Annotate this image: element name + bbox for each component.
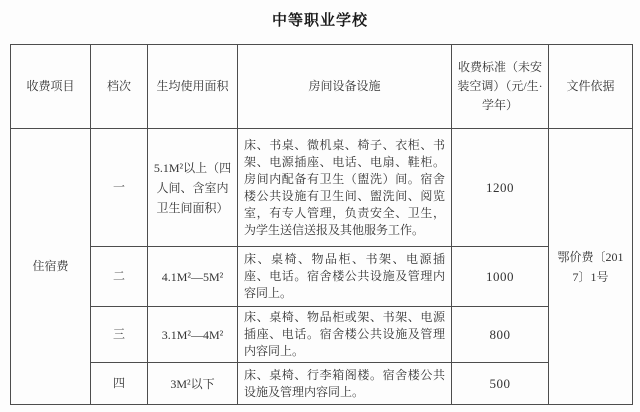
header-document-basis: 文件依据 (549, 45, 633, 129)
fee-item-cell: 住宿费 (11, 129, 91, 405)
header-fee-item: 收费项目 (11, 45, 91, 129)
fee-cell: 500 (452, 363, 549, 405)
facilities-cell: 床、桌椅、物品柜、书架、电源插座、电话。宿舍楼公共设施及管理内容同上。 (238, 247, 452, 307)
area-cell: 3.1M²—4M² (148, 307, 238, 363)
header-facilities: 房间设备设施 (238, 45, 452, 129)
table-header-row (11, 45, 633, 129)
fee-cell: 800 (452, 307, 549, 363)
table-row (11, 129, 633, 247)
grade-cell: 三 (91, 307, 148, 363)
grade-cell: 二 (91, 247, 148, 307)
grade-cell: 一 (91, 129, 148, 247)
grade-cell: 四 (91, 363, 148, 405)
table-row (11, 363, 633, 405)
area-cell: 5.1M²以上（四人间、含室内卫生间面积） (148, 129, 238, 247)
facilities-cell: 床、书桌、微机桌、椅子、衣柜、书架、电源插座、电话、电扇、鞋柜。房间内配备有卫生（盥洗）间。宿舍楼公共设施有卫生间、盥洗间、阅览室，有专人管理，负责安全、卫生，为学生送信送报及其他服务工作。 (238, 129, 452, 247)
table-row (11, 307, 633, 363)
header-grade: 档次 (91, 45, 148, 129)
header-area: 生均使用面积 (148, 45, 238, 129)
facilities-cell: 床、桌椅、行李箱阁楼。宿舍楼公共设施及管理内容同上。 (238, 363, 452, 405)
header-fee-standard: 收费标准（未安装空调）（元/生·学年） (452, 45, 549, 129)
facilities-cell: 床、桌椅、物品柜或架、书架、电源插座、电话。宿舍楼公共设施及管理内容同上。 (238, 307, 452, 363)
fee-cell: 1200 (452, 129, 549, 247)
fee-cell: 1000 (452, 247, 549, 307)
area-cell: 3M²以下 (148, 363, 238, 405)
fee-standard-table (10, 44, 633, 405)
document-basis-cell: 鄂价费〔2017〕1号 (549, 129, 633, 405)
table-row (11, 247, 633, 307)
area-cell: 4.1M²—5M² (148, 247, 238, 307)
page-title: 中等职业学校 (271, 13, 368, 29)
